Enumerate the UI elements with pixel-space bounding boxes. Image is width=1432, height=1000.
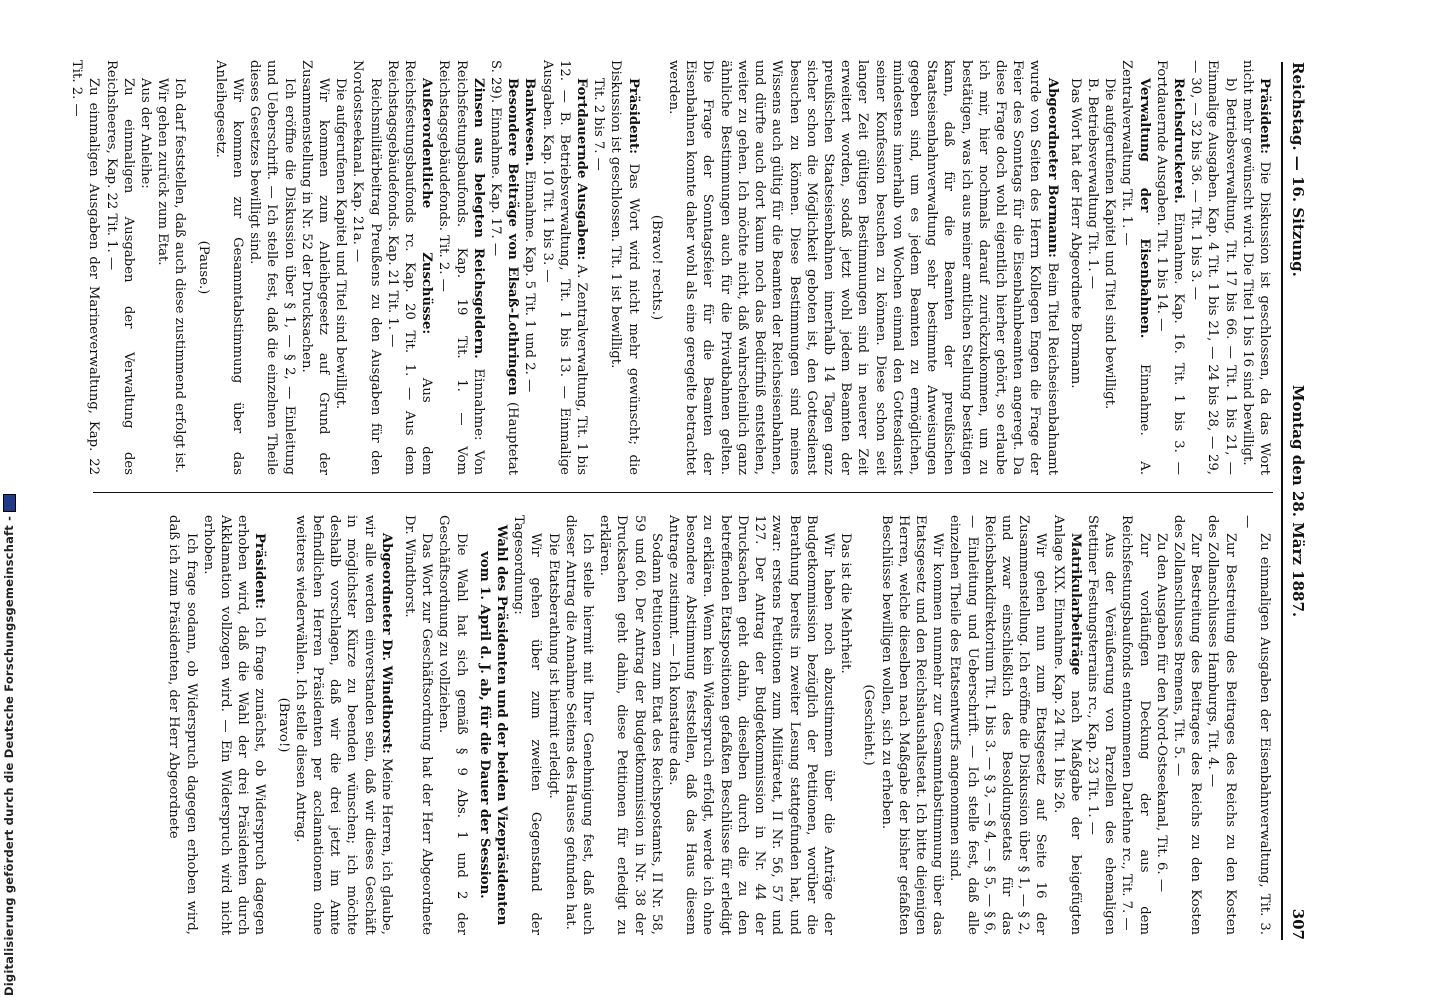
paragraph-text: Wahl des Präsidenten und der beiden Vizepräsidenten vom 1. April d. J. ab, für die Dauer der Session. xyxy=(476,524,510,926)
speaker-lead: Präsident: xyxy=(1257,78,1272,155)
paragraph-text: (Bravo!) xyxy=(275,697,291,753)
paragraph xyxy=(837,515,854,935)
paragraph-text: Wir gehen nun zum Etatsgesetz auf Seite 16 der Zusammenstellung. Ich eröffne die Diskussion über § 1, — § 2, und zwar einschließlich des Besoldungsetats für das Reichsbankdirektorium Tit. 1 bis 3. — § 3, — § 4, — § 5, — § 6, — Einleitung und Ueberschrift. — Ich stelle fest, daß alle einzelnen Theile des Etatsentwurfs angenommen sind. xyxy=(947,515,1049,935)
column-divider xyxy=(93,492,1273,493)
paragraph-text: Ich frage sodann, ob Widerspruch dagegen erhoben wird, daß ich zum Präsidenten, der Herr Abgeordnete xyxy=(166,515,199,935)
paragraph-text: B. Betriebsverwaltung Tit. 1. — xyxy=(1084,78,1100,289)
paragraph-text: Die aufgerufenen Kapitel und Titel sind bewilligt. xyxy=(333,78,349,410)
paragraph-text: Tit. 2 bis 7. — xyxy=(591,78,607,171)
right-column xyxy=(93,515,1273,935)
paragraph-text: Die Diskussion ist geschlossen, da das Wort nicht mehr gewünscht wird. Die Titel 1 bis 16 sind bewilligt. xyxy=(1239,60,1272,475)
paragraph-text: Sodann Petitionen zum Etat des Reichspostamts, II Nr. 58, 59 und 60. Der Antrag der Budgetkommission in Nr. 38 der Drucksachen geht dahin, diese Petitionen für erledigt zu erklären. xyxy=(597,515,664,935)
paragraph xyxy=(946,515,1049,935)
paragraph xyxy=(200,515,269,935)
paragraph-text: Die aufgerufenen Kapitel und Titel sind bewilligt. xyxy=(1102,78,1118,410)
speaker-lead: Außerordentliche Zuschüsse: xyxy=(419,78,435,335)
paragraph xyxy=(1067,60,1084,475)
paragraph xyxy=(1118,515,1152,935)
paragraph-text: Einnahme. Kap. 5 Tit. 1 und 2. — xyxy=(522,166,538,393)
paragraph-text: Reichsmilitärbeitrag Preußens zu den Ausgaben für den Nordostseekanal. Kap. 21a. — xyxy=(350,60,383,475)
centered-line xyxy=(648,60,665,475)
speaker-lead: Präsident: xyxy=(625,78,641,155)
paragraph xyxy=(68,60,102,475)
paragraph-text: Das Wort hat der Herr Abgeordnete Bormann. xyxy=(1067,78,1083,389)
paragraph-text: Ich eröffne die Diskussion über § 1, — § 2, — Einleitung und Ueberschrift. — Ich stelle fest, daß die einzelnen Theile dieses Gesetzes bewilligt sind. xyxy=(247,60,297,475)
paragraph-text: Einnahme. Kap. 16. Tit. 1 bis 3. — Fortdauernde Ausgaben. Tit. 1 bis 14. — xyxy=(1153,60,1186,475)
speaker-lead: Bankwesen. xyxy=(522,78,538,167)
header-date: Montag den 28. März 1887. xyxy=(1289,384,1307,618)
paragraph-text: Aus der Anleihe: xyxy=(138,78,153,189)
speaker-lead: Fortdauernde Ausgaben: xyxy=(574,78,590,261)
paragraph xyxy=(1153,60,1187,475)
paragraph-text: A. Zentralverwaltung, Tit. 1 bis 12. — B. Betriebsverwaltung, Tit. 1 bis 13. — Einmalige Ausgaben. Kap. 10 Tit. 1 bis 3. — xyxy=(539,60,590,475)
rotated-page xyxy=(69,0,1339,1000)
speaker-lead: Abgeordneter Dr. Windthorst: xyxy=(378,533,394,754)
paragraph xyxy=(102,60,136,475)
paragraph-text: Das Wort wird nicht mehr gewünscht; die Diskussion ist geschlossen. Tit. 1 ist bewilligt. xyxy=(608,60,641,475)
paragraph xyxy=(332,60,349,475)
paragraph xyxy=(401,515,435,935)
speaker-lead: Besondere Beiträge von Elsaß-Lothringen xyxy=(505,78,521,396)
paragraph xyxy=(137,60,154,475)
paragraph-text: Aus der Veräußerung von Parzellen des ehemaligen Stettiner Festungsterrains rc., Kap. 23 Tit. 1. — xyxy=(1084,515,1118,935)
paragraph xyxy=(665,60,1061,475)
speaker-lead: Präsident: xyxy=(252,533,268,610)
paragraph xyxy=(544,515,561,935)
paragraph-text: Die Etatsberathung ist hiermit erledigt. xyxy=(545,533,561,799)
paragraph xyxy=(877,515,946,935)
paragraph-text: Meine Herren, ich glaube, wir alle werden einverstanden sein, daß wir dieses Geschäft in möglichster Kürze zu beenden wünschen; ich möchte deshalb vorschlagen, daß wir die drei jetzt im Amte befindlichen Herren Präsidenten per acclamationem ohne weiteres wiederwählen. Ich stelle diesen Antrag. xyxy=(292,515,394,935)
dfg-logo-icon xyxy=(3,494,16,512)
paragraph xyxy=(1153,515,1170,935)
paragraph xyxy=(1187,60,1239,475)
paragraph-text: Wir kommen nunmehr zur Gesammtabstimmung über das Etatsgesetz und den Reichshaushaltsetat. Ich bitte diejenigen Herren, welche dieselben nach Maßgabe der bisher gefaßten Beschlüsse bewilligen wollen, sich zu erheben. xyxy=(878,515,946,935)
paragraph xyxy=(1239,515,1273,935)
paragraph-text: Zur Bestreitung des Beitrages des Reichs zu den Kosten des Zollanschlusses Bremens, Tit. 5. — xyxy=(1170,515,1204,935)
paragraph-text: Die Wahl hat sich gemäß § 9 Abs. 1 und 2 der Geschäftsordnung zu vollziehen. xyxy=(436,515,469,935)
paragraph-text: Wir kommen zum Anleihegesetz auf Grund der Zusammenstellung in Nr. 52 der Drucksachen. xyxy=(298,60,332,475)
paragraph xyxy=(435,60,487,475)
paragraph xyxy=(487,60,521,475)
digitization-credit xyxy=(2,6,22,996)
paragraph xyxy=(590,60,607,475)
paragraph xyxy=(165,515,199,935)
speaker-lead: Verwaltung der Eisenbahnen. xyxy=(1136,78,1152,339)
paragraph-text: Aus dem Reichsfestungsbaufonds rc. Kap. 20 Tit. 1. — Aus dem Reichstagsgebäudefonds. Kap. 21 Tit. 1. — xyxy=(384,60,435,475)
paragraph xyxy=(246,60,298,475)
paragraph xyxy=(1118,60,1152,475)
paragraph xyxy=(384,60,436,475)
paragraph-text: Einnahme: Von Reichsfestungsbaufonds. Kap. 19 Tit. 1. — Vom Reichstagsgebäudefonds. Tit. 2. — xyxy=(436,60,486,475)
paragraph-text: (Bravo! rechts.) xyxy=(648,214,664,321)
paragraph-text: Zur Bestreitung des Beitrages des Reichs zu den Kosten des Zollanschlusses Hamburgs, Tit. 4. — xyxy=(1205,515,1238,935)
page-number: 307 xyxy=(1289,908,1307,940)
centered-line xyxy=(860,515,877,935)
paragraph-text: Das ist die Mehrheit. xyxy=(838,533,854,674)
paragraph xyxy=(1101,60,1118,475)
paragraph xyxy=(538,60,590,475)
paragraph xyxy=(1170,515,1204,935)
paragraph xyxy=(607,60,641,475)
paragraph xyxy=(435,515,469,935)
paragraph xyxy=(154,60,171,475)
paragraph-text: Zu einmaligen Ausgaben der Eisenbahnverwaltung, Tit. 3. — xyxy=(1239,515,1272,935)
paragraph-text: (Pause.) xyxy=(195,240,211,295)
paragraph xyxy=(298,60,332,475)
paragraph-text: Wir gehen über zum zweiten Gegenstand der Tagesordnung: xyxy=(511,515,544,935)
digitization-credit-text: Digitalisierung gefördert durch die Deutsche Forschungsgemeinschaft - xyxy=(2,515,16,996)
paragraph xyxy=(171,60,188,475)
paragraph-text: Einnahme. A. Zentralverwaltung Tit. 1. — xyxy=(1119,60,1152,475)
paragraph xyxy=(212,60,246,475)
paragraph xyxy=(1084,60,1101,475)
paragraph-text: Zu einmaligen Ausgaben der Verwaltung des Reichsheeres, Kap. 22 Tit. 1. — xyxy=(103,60,136,475)
paragraph-text: Zur vorläufigen Deckung der aus dem Reichsfestungsbaufonds entnommenen Darlehne rc., Tit. 7. — xyxy=(1119,515,1152,935)
paragraph xyxy=(1239,60,1273,475)
paragraph-text: Wir kommen zur Gesammtabstimmung über das Anleihegesetz. xyxy=(212,60,246,475)
paragraph xyxy=(1084,515,1118,935)
paragraph xyxy=(292,515,395,935)
centered-line xyxy=(476,515,510,935)
paragraph-text: Zu den Ausgaben für den Nord-Ostseekanal, Tit. 6. — xyxy=(1153,533,1169,893)
speaker-lead: Zinsen aus belegten Reichsgeldern. xyxy=(470,78,486,359)
paragraph-text: Zu einmaligen Ausgaben der Marineverwaltung, Kap. 22 Tit. 2. — xyxy=(69,60,102,475)
paragraph-text: (Hauptetat S. 29). Einnahme. Kap. 17. — xyxy=(488,60,521,476)
paragraph xyxy=(665,515,837,935)
paragraph-text: b) Betriebsverwaltung, Tit. 17 bis 66. — Tit. 1 bis 21, — Einmalige Ausgaben. Kap. 4 Tit. 1 bis 21, — 24 bis 28, — 29, — 30, — 32 bis 36. — Tit. 1 bis 3. — xyxy=(1188,60,1238,475)
paragraph-text: Ich stelle hiermit mit Ihrer Genehmigung fest, daß auch dieser Antrag die Annahme Seitens des Hauses gefunden hat. xyxy=(562,515,596,935)
speaker-lead: Matrikularbeiträge xyxy=(1067,533,1083,676)
centered-line xyxy=(274,515,291,935)
paragraph-text: Beim Titel Reichseisenbahnamt wurde von Seiten des Herrn Kollegen Engen die Frage der Feier des Sonntags für die Eisenbahnbeamten angeregt. Da diese Frage doch wohl eigentlich hierher gehört, so erlaube ich mir, hier nochmals darauf zurückzukommen, um zu bestätigen, was ich aus meiner amtlichen Stellung bestätigen kann, daß für die Beamten der preußischen Staatseisenbahnverwaltung sehr bestimmte Anweisungen gegeben sind, um es jedem Beamten zu ermöglichen, mindestens innerhalb von Wochen einmal den Gottesdienst seiner Konfession besuchen zu können. Diese schon seit langer Zeit gültigen Bestimmungen sind in neuerer Zeit erweitert worden, sodaß jetzt wohl jedem Beamten der preußischen Staatseisenbahnen innerhalb 14 Tagen ganz sicher schon die Möglichkeit geboten ist, den Gottesdienst besuchen zu können. Diese Bestimmungen sind meines Wissens auch gültig für die Beamten der Reichseisenbahnen, und dürfte auch dort kaum noch das Bedürfniß entstehen, weiter zu gehen. Ich möchte nicht, daß wahrscheinlich ganz ähnliche Bestimmungen auch für die Privatbahnen gelten. Die Frage der Sonntagsfeier für die Beamten der Eisenbahnen konnte daher wohl als eine geregelte betrachtet werden. xyxy=(666,60,1060,475)
centered-line xyxy=(194,60,211,475)
paragraph-text: Das Wort zur Geschäftsordnung hat der Herr Abgeordnete Dr. Windthorst. xyxy=(402,515,435,935)
paragraph-text: Wir gehen zurück zum Etat. xyxy=(155,78,171,266)
header-left: Reichstag. — 16. Sitzung. xyxy=(1289,62,1307,277)
paragraph-text: (Geschieht.) xyxy=(861,684,877,766)
digitization-credit-bar xyxy=(0,0,26,1000)
paragraph xyxy=(596,515,665,935)
left-column xyxy=(69,60,1273,476)
paragraph xyxy=(562,515,596,935)
paragraph xyxy=(1204,515,1238,935)
paragraph-text: Wir haben noch abzustimmen über die Anträge der Budgetkommission bezüglich der Petitionen, worüber die Berathung bereits in zweiter Lesung stattgefunden hat, und zwar: erstens Petitionen zum Militäretat, II Nr. 56, 57 und 127. Der Antrag der Budgetkommission in Nr. 44 der Drucksachen geht dahin, dieselben durch die zu den betreffenden Etatspositionen gefaßten Beschlüsse für erledigt zu erklären. Wenn kein Widerspruch erfolgt, werde ich ohne besondere Abstimmung feststellen, daß das Haus diesem Antrage zustimmt. — Ich konstatire das. xyxy=(666,515,836,935)
paragraph-text: Ich darf feststellen, daß auch diese zustimmend erfolgt ist. xyxy=(172,78,188,473)
page-header xyxy=(1281,62,1319,940)
paragraph xyxy=(349,60,383,475)
paragraph xyxy=(510,515,544,935)
speaker-lead: Abgeordneter Bormann: xyxy=(1044,78,1060,258)
paragraph xyxy=(1049,515,1083,935)
paragraph-text: Ich frage zunächst, ob Widerspruch dagegen erhoben wird, daß die Wahl der drei Präsidenten durch Akklamation vollzogen wird. — Ein Widerspruch wird nicht erhoben. xyxy=(200,515,268,935)
paragraph xyxy=(521,60,538,475)
paragraph-text: nach Maßgabe der beigefügten Anlage XIX. Einnahme. Kap. 24 Tit. 1 bis 26. xyxy=(1050,515,1083,935)
speaker-lead: Reichsdruckerei. xyxy=(1170,78,1186,204)
